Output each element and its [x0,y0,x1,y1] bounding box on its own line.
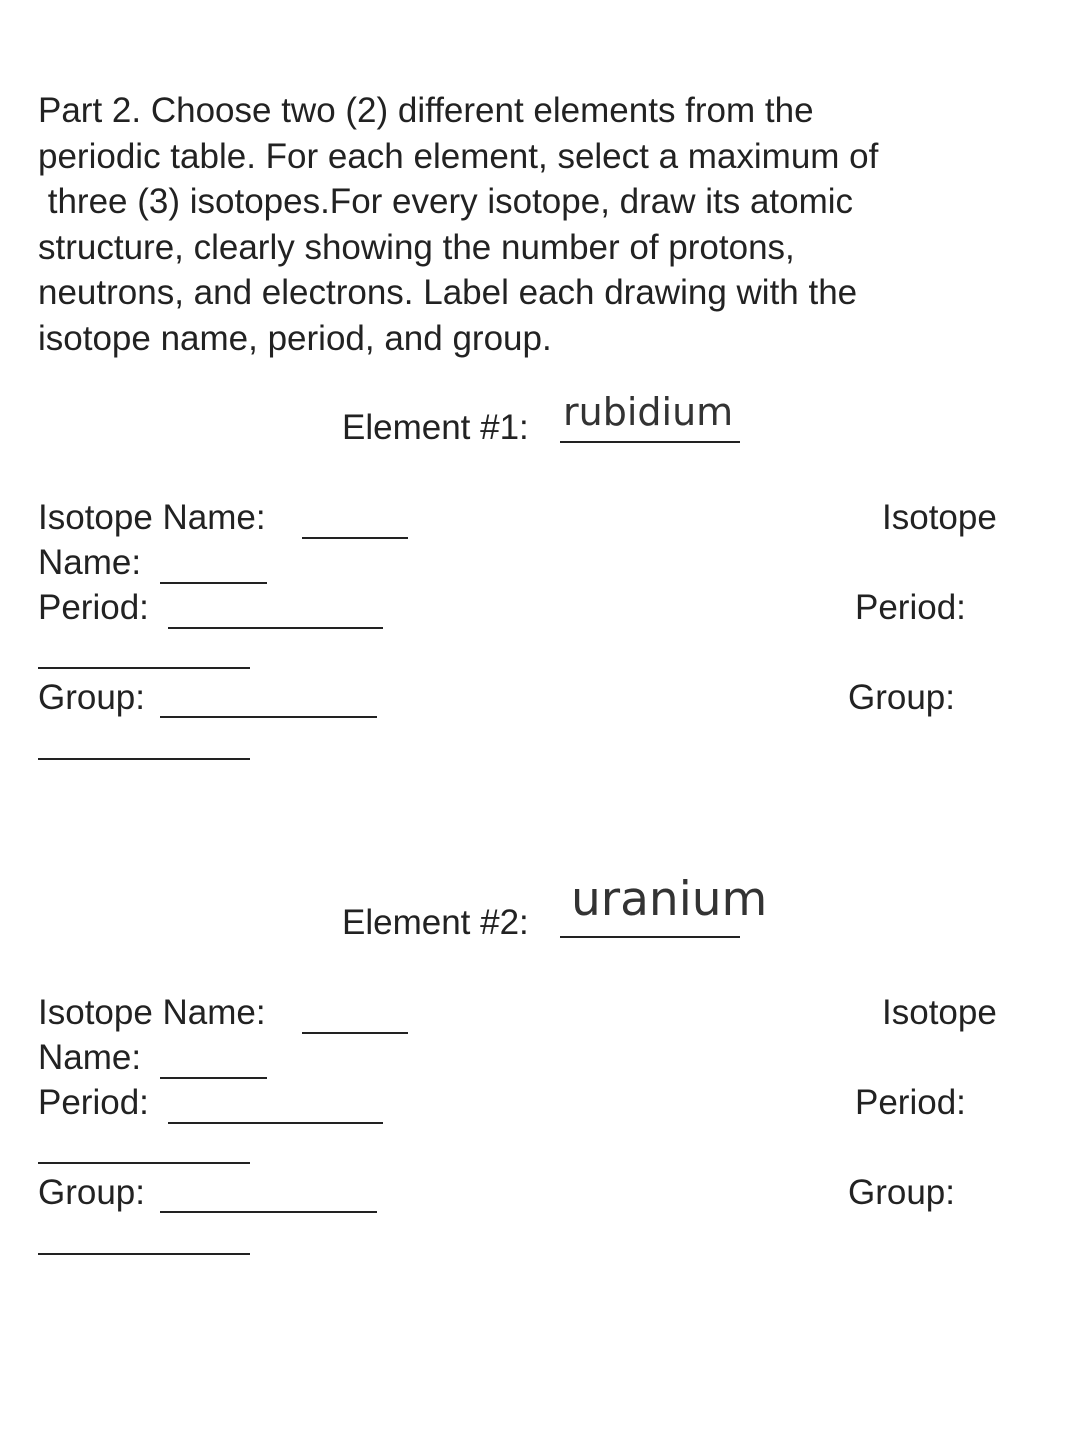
element-2-answer[interactable]: uranium [571,872,768,927]
group-blank[interactable] [160,1211,377,1213]
element-1-blank [560,441,740,443]
instruction-line: isotope name, period, and group. [38,318,552,358]
period-blank[interactable] [168,1122,383,1124]
name-blank[interactable] [160,1077,267,1079]
isotope-name-blank[interactable] [302,537,408,539]
right-group-label: Group: [848,678,955,717]
element-2-label: Element #2: [342,903,529,942]
instruction-line: periodic table. For each element, select a maximum of [38,136,879,176]
right-isotope-label: Isotope [882,993,997,1032]
period-label: Period: [38,1083,149,1122]
element-1-answer[interactable]: rubidium [563,390,734,434]
period-blank-2[interactable] [38,667,250,669]
group-blank-2[interactable] [38,758,250,760]
period-label: Period: [38,588,149,627]
instruction-line: structure, clearly showing the number of protons, [38,227,795,267]
period-blank-2[interactable] [38,1162,250,1164]
right-period-label: Period: [855,1083,966,1122]
right-isotope-label: Isotope [882,498,997,537]
element-2-blank [560,936,740,938]
group-label: Group: [38,678,145,717]
isotope-name-label: Isotope Name: [38,498,266,537]
element-1-label: Element #1: [342,408,529,447]
period-blank[interactable] [168,627,383,629]
group-label: Group: [38,1173,145,1212]
group-blank-2[interactable] [38,1253,250,1255]
instruction-line: neutrons, and electrons. Label each drawing with the [38,273,858,313]
group-blank[interactable] [160,716,377,718]
instruction-line: three (3) isotopes.For every isotope, draw its atomic [38,182,854,222]
right-group-label: Group: [848,1173,955,1212]
name-label: Name: [38,1038,142,1077]
right-period-label: Period: [855,588,966,627]
name-label: Name: [38,543,142,582]
name-blank[interactable] [160,582,267,584]
isotope-name-label: Isotope Name: [38,993,266,1032]
instructions [38,88,1038,362]
instruction-line: Part 2. Choose two (2) different elements from the [38,91,814,130]
isotope-name-blank[interactable] [302,1032,408,1034]
